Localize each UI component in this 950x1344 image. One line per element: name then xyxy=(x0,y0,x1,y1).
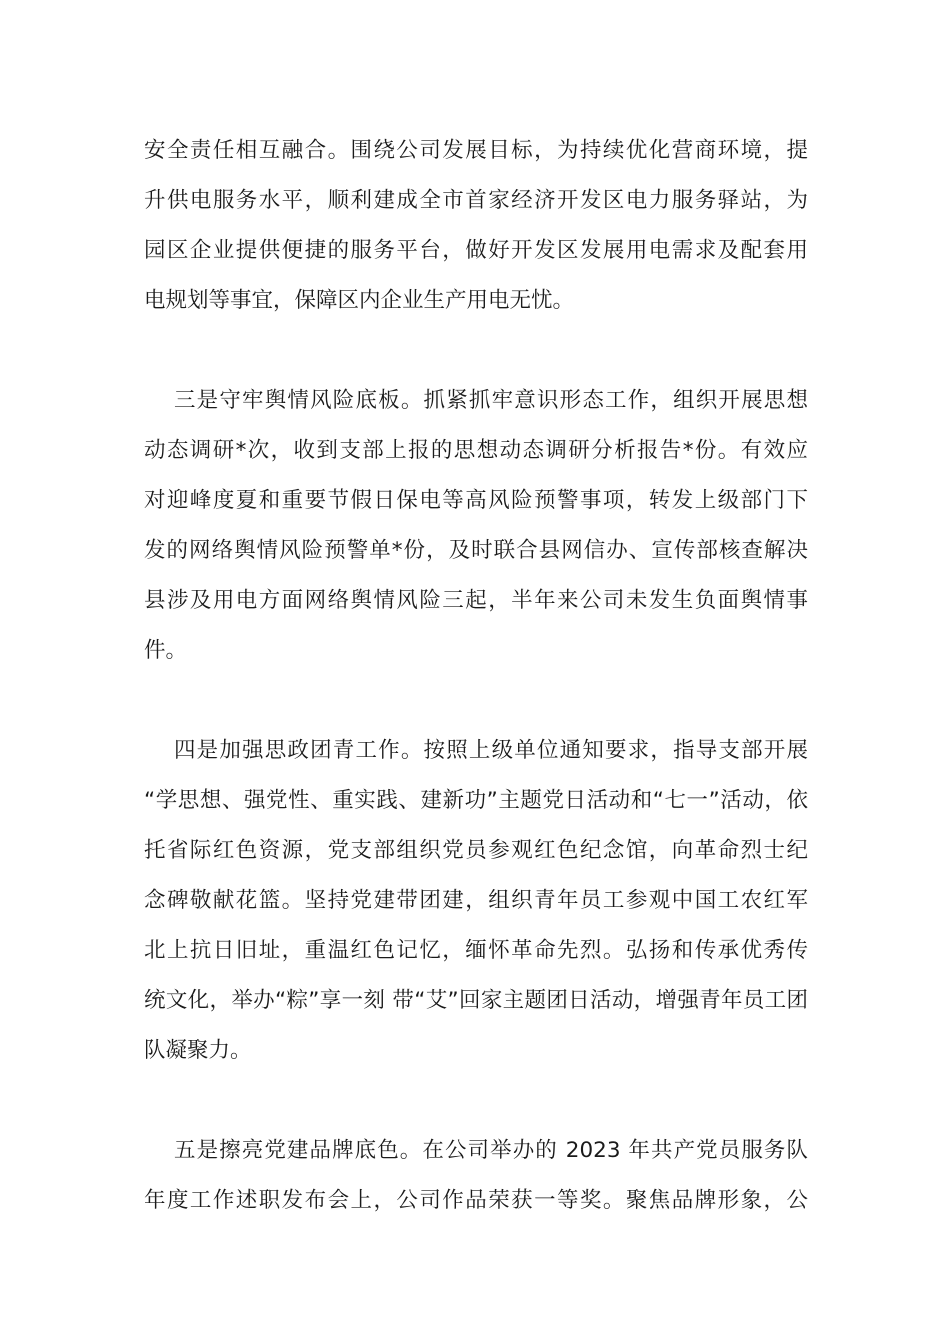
text-line: 四是加强思政团青工作。按照上级单位通知要求，指导支部开展 xyxy=(174,738,808,763)
text-line: “学思想、强党性、重实践、建新功”主题党日活动和“七一”活动，依 xyxy=(144,788,808,813)
text-line: 安全责任相互融合。围绕公司发展目标，为持续优化营商环境，提 xyxy=(144,138,808,163)
text-line: 升供电服务水平，顺利建成全市首家经济开发区电力服务驿站，为 xyxy=(144,188,808,213)
text-line: 年度工作述职发布会上，公司作品荣获一等奖。聚焦品牌形象，公 xyxy=(144,1188,808,1213)
text-line: 五是擦亮党建品牌底色。在公司举办的 2023 年共产党员服务队 xyxy=(174,1138,808,1163)
text-line: 发的网络舆情风险预警单*份，及时联合县网信办、宣传部核查解决 xyxy=(144,538,808,563)
text-line: 北上抗日旧址，重温红色记忆，缅怀革命先烈。弘扬和传承优秀传 xyxy=(144,938,808,963)
text-line: 队凝聚力。 xyxy=(144,1038,252,1063)
text-line: 统文化，举办“粽”享一刻 带“艾”回家主题团日活动，增强青年员工团 xyxy=(144,988,808,1013)
text-line: 县涉及用电方面网络舆情风险三起，半年来公司未发生负面舆情事 xyxy=(144,588,808,613)
paragraph-2 xyxy=(144,376,808,676)
text-line: 念碑敬献花篮。坚持党建带团建，组织青年员工参观中国工农红军 xyxy=(144,888,808,913)
document-body xyxy=(144,126,808,1276)
paragraph-3 xyxy=(144,726,808,1076)
text-line: 托省际红色资源，党支部组织党员参观红色纪念馆，向革命烈士纪 xyxy=(144,838,808,863)
paragraph-4 xyxy=(144,1126,808,1226)
text-line: 三是守牢舆情风险底板。抓紧抓牢意识形态工作，组织开展思想 xyxy=(174,388,808,413)
text-line: 件。 xyxy=(144,638,188,663)
text-line: 电规划等事宜，保障区内企业生产用电无忧。 xyxy=(144,288,575,313)
paragraph-1 xyxy=(144,126,808,326)
text-line: 对迎峰度夏和重要节假日保电等高风险预警事项，转发上级部门下 xyxy=(144,488,808,513)
text-line: 园区企业提供便捷的服务平台，做好开发区发展用电需求及配套用 xyxy=(144,238,808,263)
text-line: 动态调研*次，收到支部上报的思想动态调研分析报告*份。有效应 xyxy=(144,438,808,463)
